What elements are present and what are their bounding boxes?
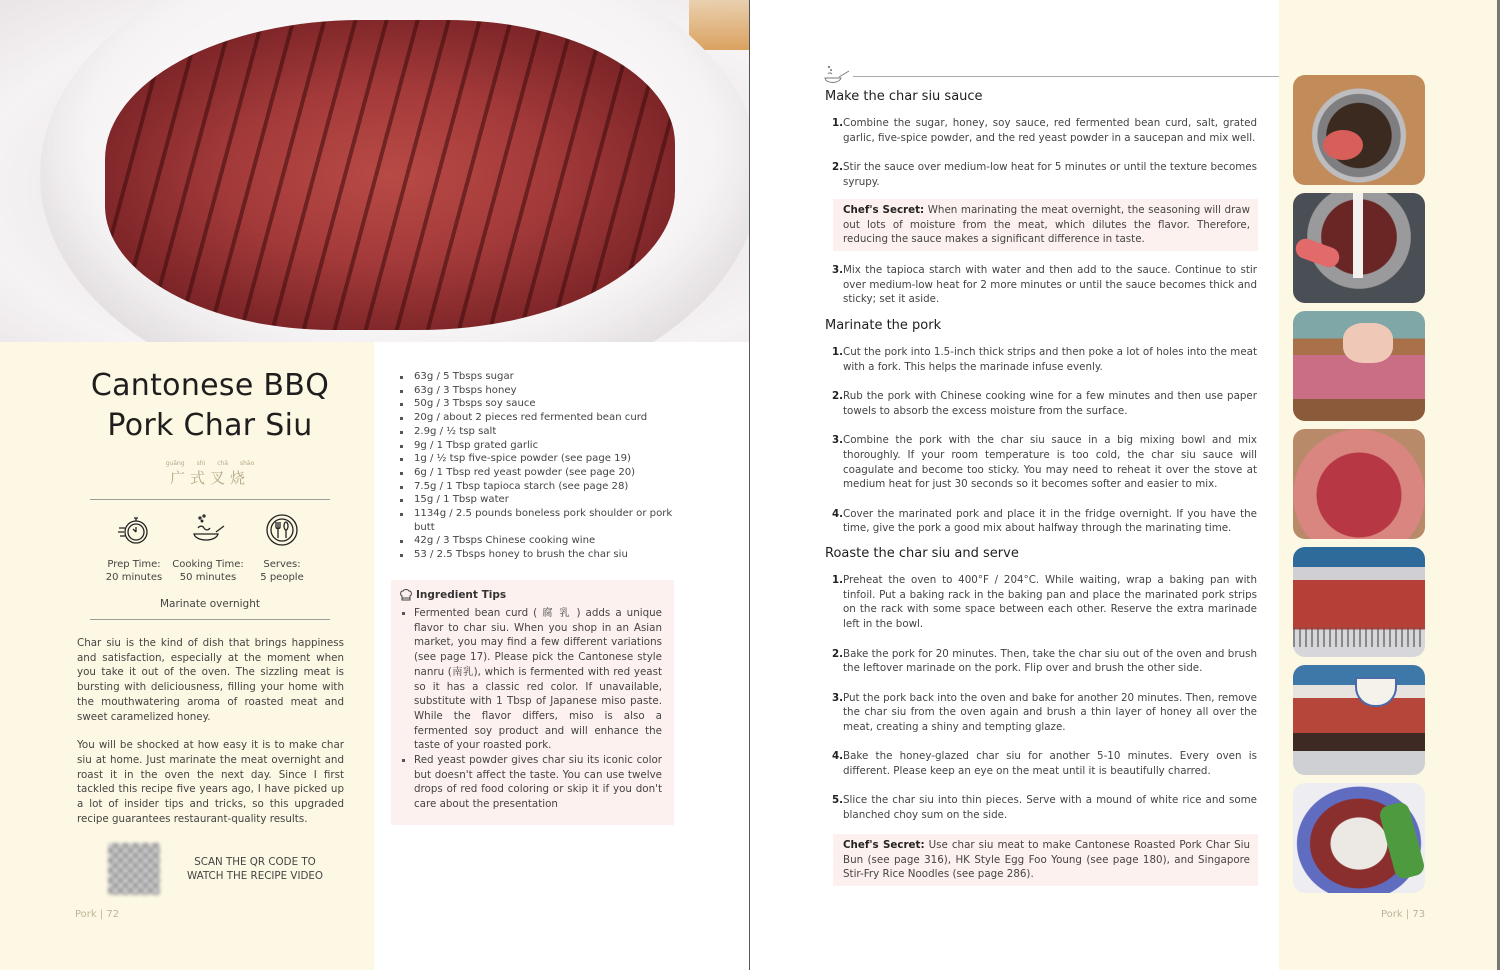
step-photo-1: [1293, 75, 1425, 185]
ingredient-item: 1g / ½ tsp five-spice powder (see page 19): [399, 452, 684, 466]
pinyin: guǎng shì chā shāo: [165, 460, 255, 467]
step-photo-6: [1293, 665, 1425, 775]
chinese-characters: 广式叉烧: [169, 469, 250, 487]
qr-caption: SCAN THE QR CODE TO WATCH THE RECIPE VIDEO: [186, 856, 324, 882]
stat-cooking-time: Cooking Time: 50 minutes: [172, 512, 244, 584]
wok-icon: [190, 512, 226, 548]
roast-steps: [832, 573, 1257, 838]
step-item: 2. Stir the sauce over medium-low heat for 5 minutes or until the texture becomes syrupy.: [832, 161, 1257, 188]
divider-bottom: [90, 619, 330, 620]
intro-paragraph-1: Char siu is the kind of dish that brings happiness and satisfaction, especially at the moment when you take it out of the oven. The sizzling meat is bursting with deliciousness, filling your home with the mouthwatering aroma of roasted meat and sweet caramelized honey.: [77, 637, 344, 723]
ingredient-item: 2.9g / ½ tsp salt: [399, 425, 684, 439]
ingredient-item: 1134g / 2.5 pounds boneless pork shoulder or pork butt: [399, 507, 684, 534]
chef-hat-icon: [399, 588, 413, 602]
ingredients-list: [399, 370, 684, 562]
ingredient-tips-box: [391, 580, 674, 825]
ingredient-item: 15g / 1 Tbsp water: [399, 493, 684, 507]
step-item: 4. Bake the honey-glazed char siu for another 5-10 minutes. Every oven is different. Please keep an eye on the meat until it is beautifully charred.: [832, 750, 1257, 778]
ingredient-item: 20g / about 2 pieces red fermented bean curd: [399, 411, 684, 425]
step-item: 4. Cover the marinated pork and place it in the fridge overnight. If you have the time, give the pork a good mix about halfway through the marinating time.: [832, 507, 1257, 535]
section-title-sauce: Make the char siu sauce: [825, 89, 983, 104]
section-title-marinate: Marinate the pork: [825, 318, 942, 333]
intro-paragraph-2: You will be shocked at how easy it is to make char siu at home. Just marinate the meat overnight and roast it in the oven the next day. Since I first tackled this recipe five years ago, I have picked up a lot of insider tips and tricks, so this upgraded recipe guarantees restaurant-quality results.: [77, 739, 344, 825]
ingredient-item: 63g / 5 Tbsps sugar: [399, 370, 684, 384]
step-item: 2. Bake the pork for 20 minutes. Then, take the char siu out of the oven and brush the leftover marinade on the pork. Flip over and brush the other side.: [832, 647, 1257, 675]
sauce-steps-cont: [832, 263, 1257, 322]
step-photo-7: [1293, 783, 1425, 893]
section-rule: [853, 76, 1279, 77]
step-photo-2: [1293, 193, 1425, 303]
step-item: 1. Combine the sugar, honey, soy sauce, red fermented bean curd, salt, grated garlic, five-spice powder, and the red yeast powder in a saucepan and mix well.: [832, 117, 1257, 144]
chefs-secret-2: Chef's Secret: Use char siu meat to make Cantonese Roasted Pork Char Siu Bun (see page 316), HK Style Egg Foo Young (see page 180), and Singapore Stir-Fry Rice Noodles (see page 286).: [833, 834, 1258, 886]
tip-item: Fermented bean curd ( 腐 乳 ) adds a unique flavor to char siu. When you shop in an Asian market, you may find a few different variations (see page 17). Please pick the Cantonese style nanru (南乳), which is fermented with red yeast so it has a classic red color. If unavailable, substitute with 1 Tbsp of Japanese miso paste. While the flavor differs, miso is also a fermented soy product and will enhance the taste of your roasted pork.: [399, 606, 662, 753]
recipe-intro: [77, 636, 344, 826]
char-siu-slices: [105, 20, 675, 330]
ingredient-item: 63g / 3 Tbsps honey: [399, 384, 684, 398]
ingredient-item: 50g / 3 Tbsps soy sauce: [399, 397, 684, 411]
ingredient-item: 9g / 1 Tbsp grated garlic: [399, 439, 684, 453]
section-title-roast: Roaste the char siu and serve: [825, 546, 1019, 561]
tip-item: Red yeast powder gives char siu its iconic color but doesn't affect the taste. You can use twelve drops of red food coloring or skip it if you don't care about the presentation: [399, 753, 662, 812]
step-photo-4: [1293, 429, 1425, 539]
page-number-left: Pork | 72: [75, 909, 120, 920]
step-item: 3. Mix the tapioca starch with water and then add to the sauce. Continue to stir over medium-low heat for 2 more minutes or until the sauce becomes thick and sticky; set it aside.: [832, 264, 1257, 306]
step-item: 2. Rub the pork with Chinese cooking wine for a few minutes and then use paper towels to absorb the excess moisture from the surface.: [832, 390, 1257, 417]
step-item: 1. Preheat the oven to 400°F / 204°C. While waiting, wrap a baking pan with tinfoil. Put a baking rack in the baking pan and place the marinated pork strips on the rack with some space between each other. Reserve the extra marinade left in the bowl.: [832, 574, 1257, 631]
title-line-1: Cantonese BBQ: [90, 368, 330, 403]
stat-prep-time: Prep Time: 20 minutes: [98, 512, 170, 584]
sauce-steps: [832, 116, 1257, 204]
marinate-note: Marinate overnight: [160, 598, 260, 610]
qr-code[interactable]: [108, 843, 160, 895]
step-photos: [1293, 75, 1425, 901]
chefs-secret-1: Chef's Secret: When marinating the meat overnight, the seasoning will draw out lots of moisture from the meat, which dilutes the flavor. Therefore, reducing the sauce makes a significant difference in taste.: [833, 199, 1258, 251]
ingredient-item: 7.5g / 1 Tbsp tapioca starch (see page 28): [399, 480, 684, 494]
step-photo-3: [1293, 311, 1425, 421]
step-item: 3. Combine the pork with the char siu sauce in a big mixing bowl and mix thoroughly. If your room temperature is too cold, the char siu sauce will coagulate and become too sticky. You may need to reheat it over the stove at medium heat for just 30 seconds so it becomes softer and easier to mix.: [832, 434, 1257, 491]
wok-icon: [822, 64, 852, 88]
title-line-2: Pork Char Siu: [107, 408, 313, 443]
step-item: 5. Slice the char siu into thin pieces. Serve with a mound of white rice and some blanched choy sum on the side.: [832, 794, 1257, 822]
recipe-title: [0, 366, 420, 446]
step-photo-5: [1293, 547, 1425, 657]
stopwatch-icon: [116, 512, 152, 548]
ingredient-item: 53 / 2.5 Tbsps honey to brush the char siu: [399, 548, 684, 562]
marinate-steps: [832, 345, 1257, 551]
divider-top: [90, 499, 330, 500]
recipe-stats: [98, 512, 318, 584]
hero-photo: [0, 0, 749, 342]
chinese-name: [160, 460, 260, 488]
step-item: 3. Put the pork back into the oven and bake for another 20 minutes. Then, remove the char siu from the oven again and brush a thin layer of honey all over the meat, creating a shiny and tempting glaze.: [832, 691, 1257, 733]
step-item: 1. Cut the pork into 1.5-inch thick strips and then poke a lot of holes into the meat with a fork. This helps the marinade infuse evenly.: [832, 346, 1257, 373]
ingredient-item: 6g / 1 Tbsp red yeast powder (see page 20): [399, 466, 684, 480]
page-number-right: Pork | 73: [1381, 909, 1426, 920]
plate-utensils-icon: [264, 512, 300, 548]
tips-heading: Ingredient Tips: [399, 588, 662, 602]
stat-serves: Serves: 5 people: [246, 512, 318, 584]
ingredient-item: 42g / 3 Tbsps Chinese cooking wine: [399, 534, 684, 548]
